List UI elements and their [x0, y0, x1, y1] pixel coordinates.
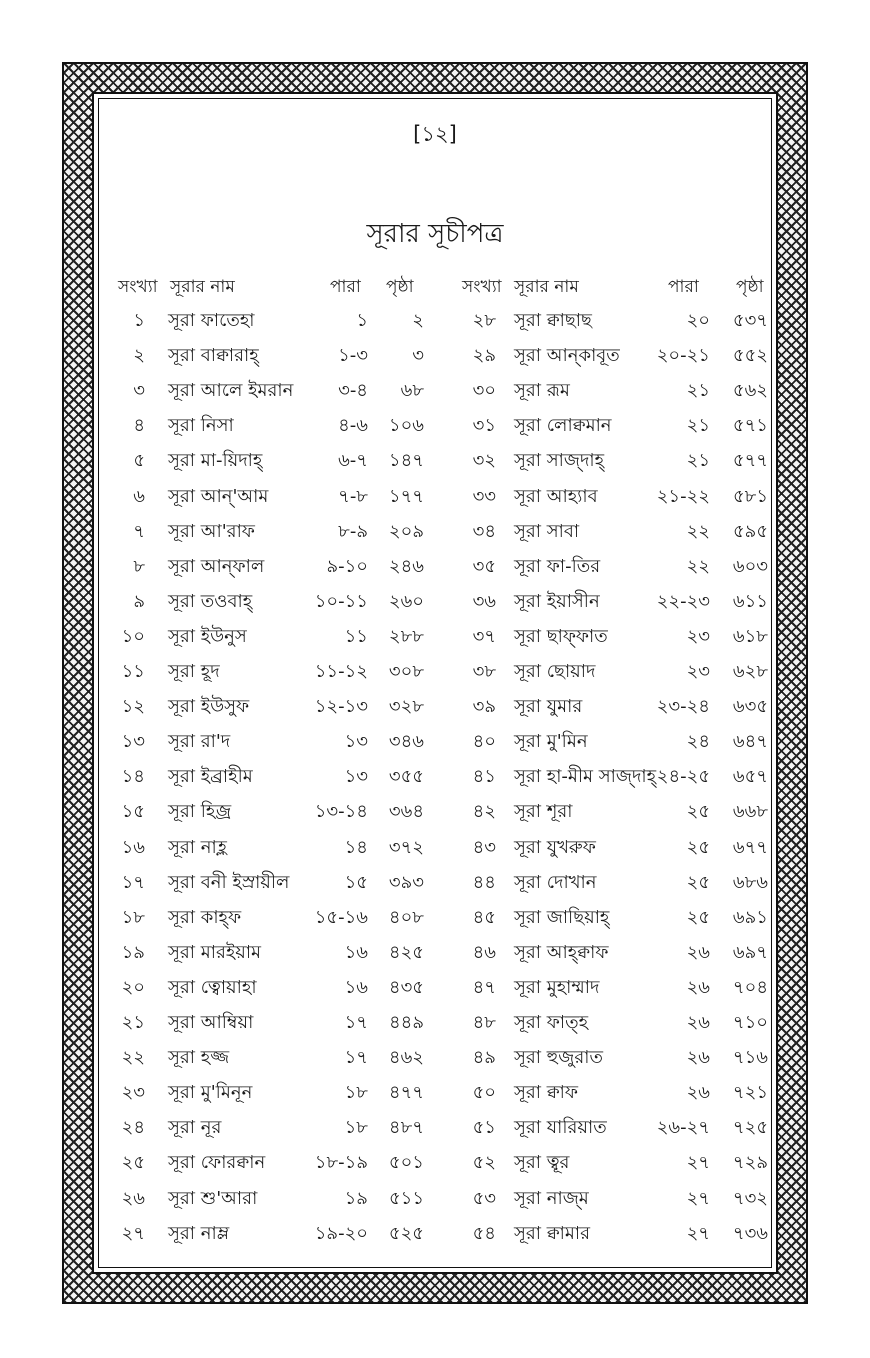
table-row	[0, 620, 870, 654]
para-range: ২৫	[686, 906, 710, 928]
surah-number: ৪৮	[472, 1012, 496, 1033]
surah-number: ২২	[121, 1047, 145, 1069]
surah-name: সূরা মা-য়িদাহ্	[168, 450, 263, 472]
page-number-cell: ৭২৯	[732, 1152, 768, 1174]
page-number-cell: ৬০৩	[732, 555, 768, 577]
para-range: ২৭	[686, 1152, 710, 1174]
surah-name: সূরা আহ্যাব	[514, 485, 598, 507]
table-row	[0, 374, 870, 408]
table-row	[0, 515, 870, 549]
para-range: ১৯	[344, 1187, 368, 1209]
page-number-cell: ৭০৪	[732, 976, 768, 998]
page-number-cell: ১৭৭	[388, 485, 424, 507]
page-number-cell: ২০৯	[388, 520, 424, 542]
page-number-cell: ৩	[412, 345, 424, 367]
surah-number: ২৯	[472, 345, 496, 367]
page-number-cell: ৪৬২	[388, 1047, 424, 1069]
page-number-cell: ৭৩২	[732, 1187, 768, 1209]
surah-name: সূরা মুহাম্মাদ	[514, 976, 600, 998]
table-row	[0, 901, 870, 935]
surah-name: সূরা বাক্বারাহ্	[168, 345, 259, 367]
surah-number: ৩৮	[472, 661, 496, 682]
para-range: ১৬	[344, 976, 368, 998]
para-range: ১২-১৩	[314, 696, 368, 718]
para-range: ১৫-১৬	[314, 906, 368, 928]
surah-number: ৫০	[472, 1082, 496, 1104]
header-page-right: পৃষ্ঠা	[736, 277, 764, 297]
surah-number: ৬	[133, 485, 145, 507]
surah-number: ৩৯	[472, 696, 496, 718]
header-page-left: পৃষ্ঠা	[386, 277, 414, 297]
page-number-cell: ৩৬৪	[388, 801, 424, 823]
para-range: ৬-৭	[338, 450, 368, 472]
surah-number: ১৯	[121, 941, 145, 963]
para-range: ২২	[686, 555, 710, 577]
para-range: ১৯-২০	[314, 1222, 368, 1244]
page-number-cell: ৫৮১	[732, 485, 768, 507]
para-range: ২১	[686, 380, 710, 402]
table-row	[0, 1182, 870, 1216]
surah-number: ৩৬	[472, 590, 496, 612]
page-number-cell: ৭১০	[732, 1012, 768, 1033]
surah-number: ১৬	[121, 836, 145, 858]
page-number-cell: ৫৩৭	[732, 310, 768, 331]
surah-number: ৯	[133, 590, 145, 612]
surah-name: সূরা ইব্রাহীম	[168, 766, 253, 788]
table-row	[0, 971, 870, 1005]
surah-number: ৩০	[472, 380, 496, 402]
page-number-cell: ২৪৬	[388, 555, 424, 577]
surah-name: সূরা শু'আরা	[168, 1187, 258, 1209]
para-range: ১৮	[344, 1117, 368, 1139]
surah-number: ৩৩	[472, 485, 496, 507]
para-range: ১৬	[344, 941, 368, 963]
surah-name: সূরা ফাতেহা	[168, 310, 255, 331]
para-range: ৭-৮	[338, 485, 368, 507]
page-number-cell: ৬৩৫	[732, 696, 768, 718]
para-range: ১-৩	[338, 345, 368, 367]
surah-name: সূরা ছাফ্ফাত	[514, 625, 608, 647]
surah-name: সূরা নূর	[168, 1117, 222, 1139]
page-number-cell: ৩২৮	[388, 696, 424, 718]
surah-number: ৫৩	[472, 1187, 496, 1209]
para-range: ২২	[686, 520, 710, 542]
para-range: ৮-৯	[338, 520, 368, 542]
surah-number: ৫২	[472, 1152, 496, 1174]
surah-number: ৩৪	[472, 520, 496, 542]
surah-number: ৪২	[472, 801, 496, 823]
page-number-cell: ৫১১	[388, 1187, 424, 1209]
surah-number: ২	[133, 345, 145, 367]
surah-name: সূরা শূরা	[514, 801, 573, 823]
para-range: ১৩	[344, 766, 368, 788]
surah-number: ৪৭	[472, 976, 496, 998]
surah-name: সূরা আহ্ক্বাফ	[514, 941, 609, 963]
surah-number: ৪০	[472, 731, 496, 753]
surah-number: ১২	[121, 696, 145, 718]
surah-number: ৩৫	[472, 555, 496, 577]
page-number-cell: ৬১৮	[732, 625, 768, 647]
page-number-cell: ১৪৭	[388, 450, 424, 472]
surah-name: সূরা দোখান	[514, 871, 597, 893]
para-range: ২১	[686, 415, 710, 437]
page-number-cell: ৫৬২	[732, 380, 768, 402]
surah-number: ৪১	[472, 766, 496, 788]
para-range: ২৬	[686, 1047, 710, 1069]
para-range: ১৩-১৪	[314, 801, 368, 823]
surah-number: ১৩	[121, 731, 145, 753]
surah-name: সূরা ত্বূর	[514, 1152, 570, 1174]
surah-number: ৩১	[472, 415, 496, 437]
surah-name: সূরা ইয়াসীন	[514, 590, 600, 612]
surah-number: ১৫	[121, 801, 145, 823]
table-row	[0, 550, 870, 584]
surah-number: ১৪	[121, 766, 145, 788]
page-number-cell: ৫৫২	[732, 345, 768, 367]
table-row	[0, 1076, 870, 1110]
para-range: ২১	[686, 450, 710, 472]
table-row	[0, 725, 870, 759]
surah-number: ১৭	[121, 871, 145, 893]
page-number-cell: ৭২১	[732, 1082, 768, 1104]
table-row	[0, 339, 870, 373]
page-number-cell: ৩৪৬	[388, 731, 424, 753]
table-row	[0, 1041, 870, 1075]
page-number-cell: ৫২৫	[388, 1222, 424, 1244]
surah-number: ৪৯	[472, 1047, 496, 1069]
page-number-cell: ৭৩৬	[732, 1222, 768, 1244]
page-number-cell: ৩৭২	[388, 836, 424, 858]
table-row	[0, 760, 870, 794]
para-range: ২৪	[686, 731, 710, 753]
page-number-cell: ৬২৮	[732, 661, 768, 682]
page-number-cell: ৩০৮	[388, 661, 424, 682]
para-range: ২১-২২	[656, 485, 710, 507]
page-number-cell: ৫৯৫	[732, 520, 768, 542]
page-number-cell: ৩৯৩	[388, 871, 424, 893]
surah-name: সূরা মু'মিন	[514, 731, 588, 753]
header-name-right: সূরার নাম	[514, 277, 579, 297]
surah-number: ৫১	[472, 1117, 496, 1139]
page-number-cell: ২৬০	[388, 590, 424, 612]
para-range: ২৫	[686, 871, 710, 893]
surah-name: সূরা ক্বাছাছ	[514, 310, 592, 331]
surah-name: সূরা বনী ইস্রায়ীল	[168, 871, 290, 893]
surah-name: সূরা মু'মিনূন	[168, 1082, 253, 1104]
para-range: ২৬	[686, 1082, 710, 1104]
page-number-cell: ৬৪৭	[732, 731, 768, 753]
page-number-cell: ৩৫৫	[388, 766, 424, 788]
surah-number: ২৩	[121, 1082, 145, 1104]
page-number-cell: ৪৭৭	[388, 1082, 424, 1104]
page-title: সূরার সূচীপত্র	[366, 219, 504, 249]
para-range: ২০	[686, 310, 710, 331]
surah-name: সূরা আন্কাবূত	[514, 345, 620, 367]
surah-number: ৫	[133, 450, 145, 472]
table-header	[0, 270, 870, 304]
page-number-cell: ৬৮	[400, 380, 424, 402]
surah-name: সূরা নিসা	[168, 415, 234, 437]
para-range: ১৮-১৯	[314, 1152, 368, 1174]
surah-name: সূরা ইউনুস	[168, 625, 247, 647]
page-number-cell: ৬৭৭	[732, 836, 768, 858]
surah-number: ২০	[121, 976, 145, 998]
para-range: ১৩	[344, 731, 368, 753]
surah-name: সূরা সাবা	[514, 520, 580, 542]
surah-name: সূরা নাহ্ল	[168, 836, 227, 858]
surah-name: সূরা হজ্জ	[168, 1047, 230, 1069]
page-number-cell: ৬৫৭	[732, 766, 768, 788]
para-range: ৯-১০	[326, 555, 368, 577]
surah-name: সূরা হিজ্র	[168, 801, 232, 823]
table-row	[0, 409, 870, 443]
surah-number: ৩	[133, 380, 145, 402]
header-name-left: সূরার নাম	[170, 277, 235, 297]
para-range: ১৫	[344, 871, 368, 893]
page-number-cell: ৪০৮	[388, 906, 424, 928]
page-number-cell: ৫৭৭	[732, 450, 768, 472]
para-range: ২৭	[686, 1222, 710, 1244]
surah-name: সূরা যুমার	[514, 696, 583, 718]
surah-name: সূরা ছোয়াদ	[514, 661, 596, 682]
surah-name: সূরা লোক্বমান	[514, 415, 612, 437]
surah-number: ৭	[133, 520, 145, 542]
surah-number: ২১	[121, 1012, 145, 1033]
header-number-right: সংখ্যা	[462, 277, 502, 297]
para-range: ২০-২১	[656, 345, 710, 367]
page-number-cell: ৬১১	[732, 590, 768, 612]
surah-number: ৪৪	[472, 871, 496, 893]
page-number: [১২]	[413, 122, 457, 146]
page-number-cell: ৬৬৮	[732, 801, 768, 823]
header-para-right: পারা	[668, 277, 699, 297]
surah-number: ৫৪	[472, 1222, 496, 1244]
surah-name: সূরা হা-মীম সাজ্দাহ্	[514, 766, 657, 788]
page-number-cell: ৪৩৫	[388, 976, 424, 998]
table-row	[0, 444, 870, 478]
para-range: ২৬	[686, 1012, 710, 1033]
surah-name: সূরা যারিয়াত	[514, 1117, 607, 1139]
para-range: ২২-২৩	[656, 590, 710, 612]
surah-number: ৪৫	[472, 906, 496, 928]
header-number-left: সংখ্যা	[118, 277, 158, 297]
para-range: ১	[356, 310, 368, 331]
surah-name: সূরা নাজ্ম	[514, 1187, 589, 1209]
page-number-cell: ৫০১	[388, 1152, 424, 1174]
table-row	[0, 1217, 870, 1251]
surah-name: সূরা জাছিয়াহ্	[514, 906, 610, 928]
header-para-left: পারা	[330, 277, 361, 297]
surah-name: সূরা আন্ফাল	[168, 555, 265, 577]
surah-name: সূরা সাজ্দাহ্	[514, 450, 605, 472]
para-range: ৪-৬	[338, 415, 368, 437]
surah-name: সূরা আলে ইমরান	[168, 380, 294, 402]
surah-number: ২৪	[121, 1117, 145, 1139]
surah-name: সূরা ফোরক্বান	[168, 1152, 266, 1174]
surah-name: সূরা নাম্ল	[168, 1222, 230, 1244]
page-number-cell: ৪৮৭	[388, 1117, 424, 1139]
table-row	[0, 690, 870, 724]
page-number-cell: ৪২৫	[388, 941, 424, 963]
table-row	[0, 831, 870, 865]
para-range: ২৩	[686, 625, 710, 647]
page-number-cell: ৭১৬	[732, 1047, 768, 1069]
para-range: ১৪	[344, 836, 368, 858]
para-range: ২৭	[686, 1187, 710, 1209]
para-range: ২৬	[686, 976, 710, 998]
table-row	[0, 936, 870, 970]
surah-number: ২৭	[121, 1222, 145, 1244]
surah-name: সূরা আম্বিয়া	[168, 1012, 254, 1033]
surah-number: ১৮	[121, 906, 145, 928]
page-number-cell: ৬৯১	[732, 906, 768, 928]
surah-number: ১	[133, 310, 145, 331]
table-row	[0, 866, 870, 900]
page-number-cell: ৪৪৯	[388, 1012, 424, 1033]
surah-number: ২৮	[472, 310, 496, 331]
surah-name: সূরা মারইয়াম	[168, 941, 262, 963]
para-range: ১৮	[344, 1082, 368, 1104]
surah-name: সূরা রূম	[514, 380, 570, 402]
page-number-cell: ১০৬	[388, 415, 424, 437]
table-row	[0, 795, 870, 829]
page-number-cell: ২	[412, 310, 424, 331]
page-number-cell: ৫৭১	[732, 415, 768, 437]
table-row	[0, 304, 870, 338]
surah-number: ১১	[121, 661, 145, 682]
para-range: ২৪-২৫	[656, 766, 710, 788]
table-row	[0, 1111, 870, 1145]
surah-number: ১০	[121, 625, 145, 647]
para-range: ১০-১১	[314, 590, 368, 612]
para-range: ৩-৪	[338, 380, 368, 402]
para-range: ২৩	[686, 661, 710, 682]
para-range: ১৭	[344, 1047, 368, 1069]
surah-number: ২৫	[121, 1152, 145, 1174]
page-number-cell: ৬৮৬	[732, 871, 768, 893]
surah-name: সূরা ত্বোয়াহা	[168, 976, 257, 998]
table-row	[0, 585, 870, 619]
surah-name: সূরা হূদ	[168, 661, 220, 682]
surah-name: সূরা ক্বামার	[514, 1222, 590, 1244]
page-number-cell: ২৮৮	[388, 625, 424, 647]
table-row	[0, 1146, 870, 1180]
surah-name: সূরা কাহ্ফ	[168, 906, 242, 928]
para-range: ১১	[344, 625, 368, 647]
surah-name: সূরা রা'দ	[168, 731, 231, 753]
surah-name: সূরা ফাত্হ	[514, 1012, 589, 1033]
surah-number: ৮	[133, 555, 145, 577]
para-range: ২৫	[686, 801, 710, 823]
surah-number: ২৬	[121, 1187, 145, 1209]
table-row	[0, 655, 870, 689]
para-range: ২৬	[686, 941, 710, 963]
surah-name: সূরা তওবাহ্	[168, 590, 253, 612]
surah-name: সূরা হুজুরাত	[514, 1047, 603, 1069]
surah-number: ৪৬	[472, 941, 496, 963]
surah-number: ৪৩	[472, 836, 496, 858]
surah-name: সূরা আ'রাফ	[168, 520, 255, 542]
para-range: ১৭	[344, 1012, 368, 1033]
table-row	[0, 480, 870, 514]
table-row	[0, 1006, 870, 1040]
para-range: ২৩-২৪	[656, 696, 710, 718]
surah-number: ৩২	[472, 450, 496, 472]
para-range: ১১-১২	[314, 661, 368, 682]
surah-name: সূরা ফা-তির	[514, 555, 601, 577]
page-number-cell: ৭২৫	[732, 1117, 768, 1139]
surah-name: সূরা ইউসুফ	[168, 696, 250, 718]
surah-name: সূরা যুখরুফ	[514, 836, 596, 858]
para-range: ২৬-২৭	[656, 1117, 710, 1139]
surah-name: সূরা আন্'আম	[168, 485, 269, 507]
page-number-cell: ৬৯৭	[732, 941, 768, 963]
surah-name: সূরা ক্বাফ	[514, 1082, 579, 1104]
surah-number: ৪	[133, 415, 145, 437]
para-range: ২৫	[686, 836, 710, 858]
surah-number: ৩৭	[472, 625, 496, 647]
